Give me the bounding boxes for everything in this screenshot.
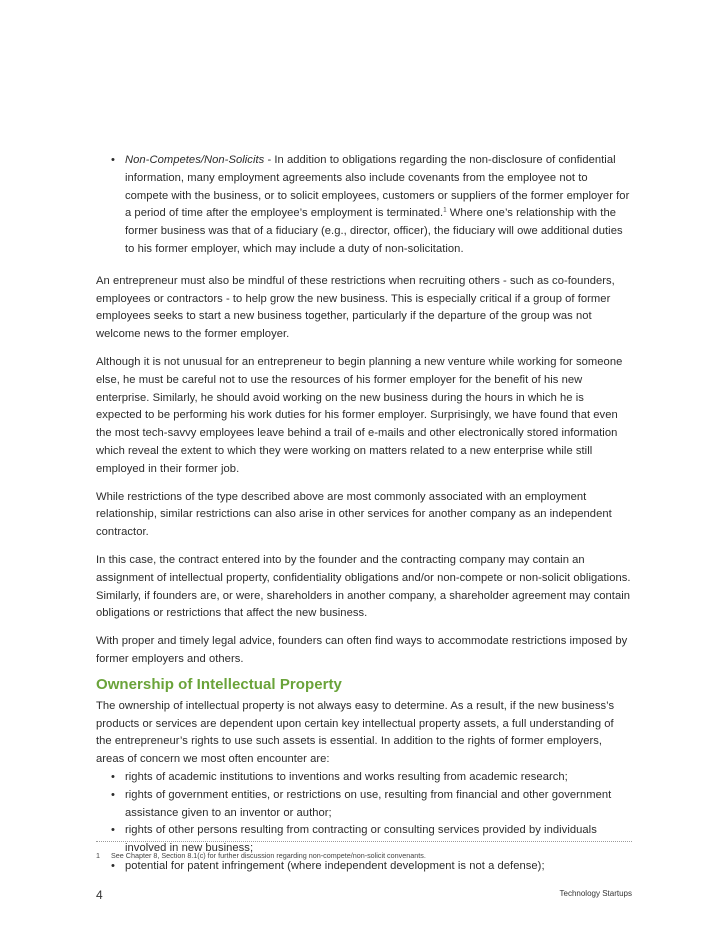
list-item: • rights of other persons resulting from contracting or consulting services provided by individuals involved in new business; xyxy=(96,822,632,858)
paragraph: Although it is not unusual for an entrepreneur to begin planning a new venture while working for someone else, he must be careful not to use the resources of his former employer for the benefit of his new enterprise. Similarly, he should avoid working on the new business during the hours in which he is expected to be performing his work duties for his former employer. Surprisingly, we have found that even the most tech-savvy employees leave behind a trail of e-mails and other electronically stored information which reveal the extent to which they were working on matters related to a new enterprise while still employed in their former job. xyxy=(96,355,623,475)
noncompete-bullet-list xyxy=(96,152,632,259)
footnote xyxy=(96,851,632,861)
running-footer-title: Technology Startups xyxy=(559,889,632,898)
main-content xyxy=(96,152,632,876)
footnote-marker: 1 xyxy=(443,207,447,214)
page-number: 4 xyxy=(96,888,103,902)
section-intro: The ownership of intellectual property is not always easy to determine. As a result, if the new business’s products or services are dependent upon certain key intellectual property assets, a full understanding of the entrepreneur’s rights to use such assets is essential. In addition to the rights of former employers, areas of concern we most often encounter are: xyxy=(96,699,615,766)
paragraph: In this case, the contract entered into by the founder and the contracting company may contain an assignment of intellectual property, confidentiality obligations and/or non-compete or non-solicit obligations. Similarly, if founders are, or were, shareholders in another company, a shareholder agreement may contain obligations or restrictions that affect the new business. xyxy=(96,553,631,620)
list-item: • rights of academic institutions to inventions and works resulting from academic research; xyxy=(96,769,632,787)
list-item: • potential for patent infringement (where independent development is not a defense); xyxy=(96,858,632,876)
list-item: • rights of government entities, or restrictions on use, resulting from financial and other government assistance given to an inventor or author; xyxy=(96,787,632,823)
footnote-number: 1 xyxy=(96,851,100,860)
list-item xyxy=(96,152,632,259)
bullet-text-continued: Where one’s relationship with the former business was that of a fiduciary (e.g., director, officer), the fiduciary will owe additional duties to his former employer, which may include a duty of non-solicitation. xyxy=(125,207,623,255)
section-heading: Ownership of Intellectual Property xyxy=(96,675,342,693)
footnote-text: See Chapter 8, Section 8.1(c) for further discussion regarding non-compete/non-solicit convenants. xyxy=(111,851,426,860)
paragraph: An entrepreneur must also be mindful of these restrictions when recruiting others - such as co-founders, employees or contractors - to help grow the new business. This is especially critical if a group of former employees seeks to start a new business together, particularly if the departure of the group was not welcome news to the former employer. xyxy=(96,274,615,341)
paragraph: While restrictions of the type described above are most commonly associated with an employment relationship, similar restrictions can also arise in other services for another company as an independent contractor. xyxy=(96,490,612,539)
paragraph: With proper and timely legal advice, founders can often find ways to accommodate restrictions imposed by former employers and others. xyxy=(96,635,628,665)
footnote-divider xyxy=(96,841,632,842)
bullet-term: Non-Competes/Non-Solicits xyxy=(125,154,265,166)
bullet-text: - In addition to obligations regarding the non-disclosure of confidential information, many employment agreements also include covenants from the employee not to compete with the business, or to solicit employees, customers or suppliers of the former employer for a period of time after the employee’s employment is terminated. xyxy=(125,154,630,220)
